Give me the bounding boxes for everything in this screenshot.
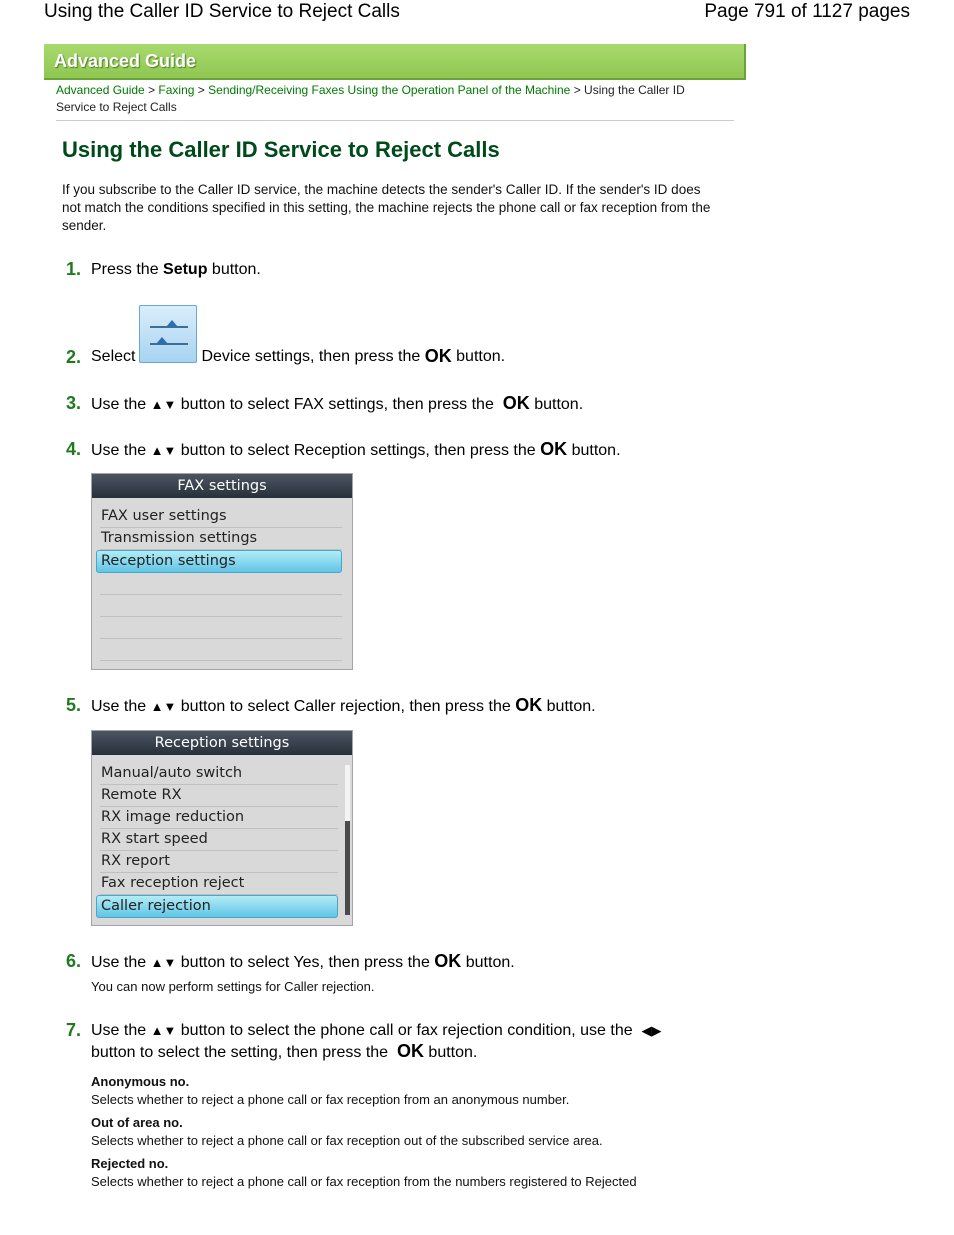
step-text bbox=[91, 259, 261, 280]
ok-button-label: OK bbox=[540, 439, 568, 459]
option-description: Selects whether to reject a phone call or fax reception from an anonymous number. bbox=[91, 1092, 570, 1107]
divider bbox=[56, 120, 734, 121]
option-label: Out of area no. bbox=[91, 1115, 183, 1130]
menu-item-empty bbox=[100, 617, 342, 639]
step-number: 1. bbox=[66, 259, 82, 279]
menu-item: Transmission settings bbox=[100, 528, 342, 550]
option-out-of-area-no bbox=[91, 1114, 731, 1150]
document-title: Using the Caller ID Service to Reject Calls bbox=[44, 1, 400, 22]
step-number: 3. bbox=[66, 393, 82, 413]
menu-item-empty bbox=[100, 595, 342, 617]
reception-settings-screen bbox=[91, 730, 353, 926]
screen-scrollbar bbox=[345, 765, 350, 915]
up-down-arrows-icon: ▲▼ bbox=[150, 397, 177, 412]
step-text bbox=[91, 1020, 662, 1041]
left-right-arrows-icon: ◀▶ bbox=[641, 1023, 662, 1038]
breadcrumb-link-faxing[interactable]: Faxing bbox=[158, 83, 195, 97]
step-text-part: button to select the setting, then press the bbox=[91, 1044, 389, 1061]
step-number: 4. bbox=[66, 439, 82, 459]
page-counter: Page 791 of 1127 pages bbox=[704, 1, 910, 22]
ok-button-label: OK bbox=[396, 1041, 424, 1061]
ok-button-label: OK bbox=[515, 695, 543, 715]
step-text-part: button to select the phone call or fax rejection condition, use the bbox=[180, 1022, 633, 1039]
step-text-part: button to select FAX settings, then press the bbox=[180, 396, 494, 413]
breadcrumb-separator: > bbox=[148, 83, 159, 97]
step-number: 7. bbox=[66, 1020, 82, 1040]
menu-item: Remote RX bbox=[100, 785, 338, 807]
breadcrumb-separator: > bbox=[573, 83, 585, 97]
screen-menu-list bbox=[92, 755, 352, 918]
step-text bbox=[91, 305, 505, 367]
menu-item-empty bbox=[100, 639, 342, 661]
ok-button-label: OK bbox=[502, 393, 530, 413]
step-text-part: button. bbox=[456, 348, 506, 365]
fax-settings-screen bbox=[91, 473, 353, 670]
step-text bbox=[91, 393, 583, 415]
step-number: 5. bbox=[66, 695, 82, 715]
menu-item-selected: Caller rejection bbox=[96, 895, 338, 918]
option-label: Anonymous no. bbox=[91, 1074, 190, 1089]
breadcrumb-link-sending-receiving[interactable]: Sending/Receiving Faxes Using the Operation Panel of the Machine bbox=[208, 83, 571, 97]
breadcrumb-current: Using the Caller ID Service to Reject Calls bbox=[56, 83, 685, 114]
ok-button-label: OK bbox=[424, 346, 452, 366]
option-description: Selects whether to reject a phone call or fax reception from the numbers registered to Rejected bbox=[91, 1174, 637, 1189]
page-header bbox=[44, 0, 910, 24]
step-text-part: Use the bbox=[91, 396, 147, 413]
menu-item: RX image reduction bbox=[100, 807, 338, 829]
step-text bbox=[91, 1041, 477, 1063]
step-text bbox=[91, 439, 621, 461]
step-text-part: button. bbox=[546, 698, 596, 715]
up-down-arrows-icon: ▲▼ bbox=[150, 699, 177, 714]
step-text bbox=[91, 695, 596, 717]
menu-item: RX report bbox=[100, 851, 338, 873]
menu-item-selected: Reception settings bbox=[96, 550, 342, 573]
advanced-guide-banner bbox=[44, 44, 746, 80]
screen-menu-list bbox=[92, 498, 352, 661]
up-down-arrows-icon: ▲▼ bbox=[150, 955, 177, 970]
menu-item-empty bbox=[100, 573, 342, 595]
step-text-part: button. bbox=[571, 442, 621, 459]
step-text-part: Use the bbox=[91, 1022, 147, 1039]
ok-button-label: OK bbox=[434, 951, 462, 971]
step-text-part: button to select Caller rejection, then press the bbox=[180, 698, 511, 715]
step-text-part: Select bbox=[91, 348, 136, 365]
device-settings-icon bbox=[139, 305, 197, 363]
intro-paragraph: If you subscribe to the Caller ID service, the machine detects the sender's Caller ID. If the sender's ID does not match the conditions specified in this setting, the machine rejects the phone call or fax reception from the sender. bbox=[62, 182, 711, 233]
step-number: 2. bbox=[66, 347, 82, 367]
step-6-note: You can now perform settings for Caller rejection. bbox=[91, 979, 375, 994]
step-text-part: Use the bbox=[91, 954, 147, 971]
setup-button-label: Setup bbox=[163, 261, 208, 278]
step-text-part: Device settings, then press the bbox=[201, 348, 421, 365]
step-text-part: button. bbox=[428, 1044, 478, 1061]
breadcrumb-separator: > bbox=[197, 83, 209, 97]
option-description: Selects whether to reject a phone call or fax reception out of the subscribed service area. bbox=[91, 1133, 603, 1148]
step-text-part: button. bbox=[465, 954, 515, 971]
up-down-arrows-icon: ▲▼ bbox=[150, 1023, 177, 1038]
option-rejected-no bbox=[91, 1155, 731, 1191]
screen-title: FAX settings bbox=[92, 474, 352, 498]
menu-item: RX start speed bbox=[100, 829, 338, 851]
menu-item: Fax reception reject bbox=[100, 873, 338, 895]
step-number: 6. bbox=[66, 951, 82, 971]
scrollbar-thumb bbox=[345, 821, 350, 915]
step-text-part: Use the bbox=[91, 698, 147, 715]
step-text bbox=[91, 951, 515, 973]
step-text-part: button. bbox=[534, 396, 584, 413]
menu-item: FAX user settings bbox=[100, 506, 342, 528]
breadcrumb-link-advanced-guide[interactable]: Advanced Guide bbox=[56, 83, 145, 97]
breadcrumb bbox=[56, 82, 726, 116]
banner-label: Advanced Guide bbox=[54, 51, 197, 71]
menu-item: Manual/auto switch bbox=[100, 763, 338, 785]
up-down-arrows-icon: ▲▼ bbox=[150, 443, 177, 458]
step-text-part: Press the bbox=[91, 261, 164, 278]
step-text-part: Use the bbox=[91, 442, 147, 459]
step-text-part: button to select Yes, then press the bbox=[180, 954, 430, 971]
page-title: Using the Caller ID Service to Reject Calls bbox=[62, 137, 500, 162]
option-label: Rejected no. bbox=[91, 1156, 169, 1171]
option-anonymous-no bbox=[91, 1073, 731, 1109]
step-text-part: button. bbox=[207, 261, 261, 278]
screen-title: Reception settings bbox=[92, 731, 352, 755]
step-text-part: button to select Reception settings, then press the bbox=[180, 442, 536, 459]
